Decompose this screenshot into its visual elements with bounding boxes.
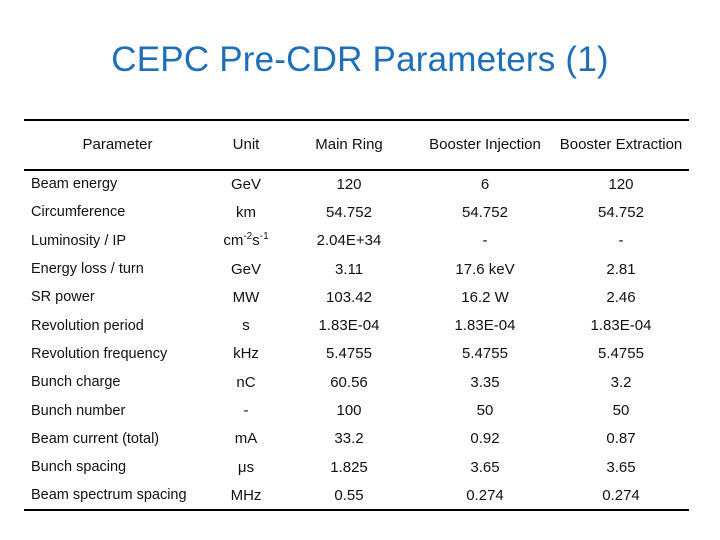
table-row <box>24 396 689 424</box>
cell-main-ring: 1.83E-04 <box>281 311 417 339</box>
table-row <box>24 453 689 481</box>
cell-booster-extraction: 1.83E-04 <box>553 311 689 339</box>
cell-unit: GeV <box>211 170 281 198</box>
cell-booster-injection: 0.274 <box>417 481 553 509</box>
cell-booster-extraction: 0.274 <box>553 481 689 509</box>
cell-unit: s <box>211 311 281 339</box>
cell-main-ring: 100 <box>281 396 417 424</box>
cell-unit: μs <box>211 453 281 481</box>
table-row <box>24 340 689 368</box>
cell-parameter: Beam current (total) <box>24 425 211 453</box>
cell-unit: nC <box>211 368 281 396</box>
cell-unit <box>211 227 281 255</box>
table-row <box>24 481 689 509</box>
cell-parameter: Circumference <box>24 198 211 226</box>
header-parameter: Parameter <box>82 136 153 153</box>
cell-parameter: Bunch charge <box>24 368 211 396</box>
cell-main-ring: 103.42 <box>281 283 417 311</box>
cell-booster-injection: 50 <box>417 396 553 424</box>
cell-booster-injection: 0.92 <box>417 425 553 453</box>
table-row <box>24 368 689 396</box>
unit-exponent-cm: -2 <box>243 231 253 243</box>
table-row <box>24 283 689 311</box>
table-row <box>24 311 689 339</box>
cell-main-ring: 3.11 <box>281 255 417 283</box>
cell-parameter: Luminosity / IP <box>24 227 211 255</box>
cell-main-ring: 120 <box>281 170 417 198</box>
cell-parameter: Beam energy <box>24 170 211 198</box>
unit-base-s: s <box>252 232 260 250</box>
cell-booster-injection: 6 <box>417 170 553 198</box>
page-title: CEPC Pre-CDR Parameters (1) <box>111 40 609 79</box>
cell-parameter: Bunch number <box>24 396 211 424</box>
header-main-ring: Main Ring <box>315 136 383 153</box>
cell-booster-injection: 3.35 <box>417 368 553 396</box>
cell-booster-extraction: 2.46 <box>553 283 689 311</box>
cell-parameter: Beam spectrum spacing <box>24 481 211 509</box>
table-header <box>24 120 689 170</box>
cell-booster-injection: 1.83E-04 <box>417 311 553 339</box>
cell-booster-extraction: 50 <box>553 396 689 424</box>
cell-main-ring: 1.825 <box>281 453 417 481</box>
cell-booster-extraction: 0.87 <box>553 425 689 453</box>
cell-unit: MHz <box>211 481 281 509</box>
cell-unit: GeV <box>211 255 281 283</box>
cell-main-ring: 5.4755 <box>281 340 417 368</box>
cell-booster-injection: - <box>417 227 553 255</box>
cell-parameter: Bunch spacing <box>24 453 211 481</box>
parameters-table <box>24 119 689 511</box>
cell-main-ring: 0.55 <box>281 481 417 509</box>
cell-unit: kHz <box>211 340 281 368</box>
cell-booster-injection: 5.4755 <box>417 340 553 368</box>
table-row <box>24 425 689 453</box>
cell-booster-extraction: 3.2 <box>553 368 689 396</box>
cell-booster-extraction: 120 <box>553 170 689 198</box>
cell-booster-extraction: 54.752 <box>553 198 689 226</box>
cell-unit: km <box>211 198 281 226</box>
cell-booster-extraction: 5.4755 <box>553 340 689 368</box>
cell-parameter: Revolution period <box>24 311 211 339</box>
cell-booster-injection: 16.2 W <box>417 283 553 311</box>
table-row <box>24 255 689 283</box>
header-unit: Unit <box>232 136 260 153</box>
cell-booster-extraction: 2.81 <box>553 255 689 283</box>
cell-main-ring: 54.752 <box>281 198 417 226</box>
cell-parameter: Energy loss / turn <box>24 255 211 283</box>
cell-main-ring: 60.56 <box>281 368 417 396</box>
cell-booster-extraction: 3.65 <box>553 453 689 481</box>
cell-parameter: SR power <box>24 283 211 311</box>
table-header-row <box>24 120 689 170</box>
cell-unit: MW <box>211 283 281 311</box>
table-body <box>24 170 689 510</box>
cell-main-ring: 2.04E+34 <box>281 227 417 255</box>
unit-exponent-s: -1 <box>259 231 269 243</box>
table-row <box>24 170 689 198</box>
cell-booster-injection: 17.6 keV <box>417 255 553 283</box>
cell-booster-injection: 54.752 <box>417 198 553 226</box>
unit-base-cm: cm <box>223 232 244 250</box>
cell-booster-injection: 3.65 <box>417 453 553 481</box>
header-booster-injection: Booster Injection <box>429 136 541 153</box>
cell-parameter: Revolution frequency <box>24 340 211 368</box>
cell-unit: mA <box>211 425 281 453</box>
header-booster-extraction: Booster Extraction <box>559 136 683 153</box>
cell-main-ring: 33.2 <box>281 425 417 453</box>
cell-unit: - <box>211 396 281 424</box>
table-row <box>24 227 689 255</box>
cell-booster-extraction: - <box>553 227 689 255</box>
table-row <box>24 198 689 226</box>
